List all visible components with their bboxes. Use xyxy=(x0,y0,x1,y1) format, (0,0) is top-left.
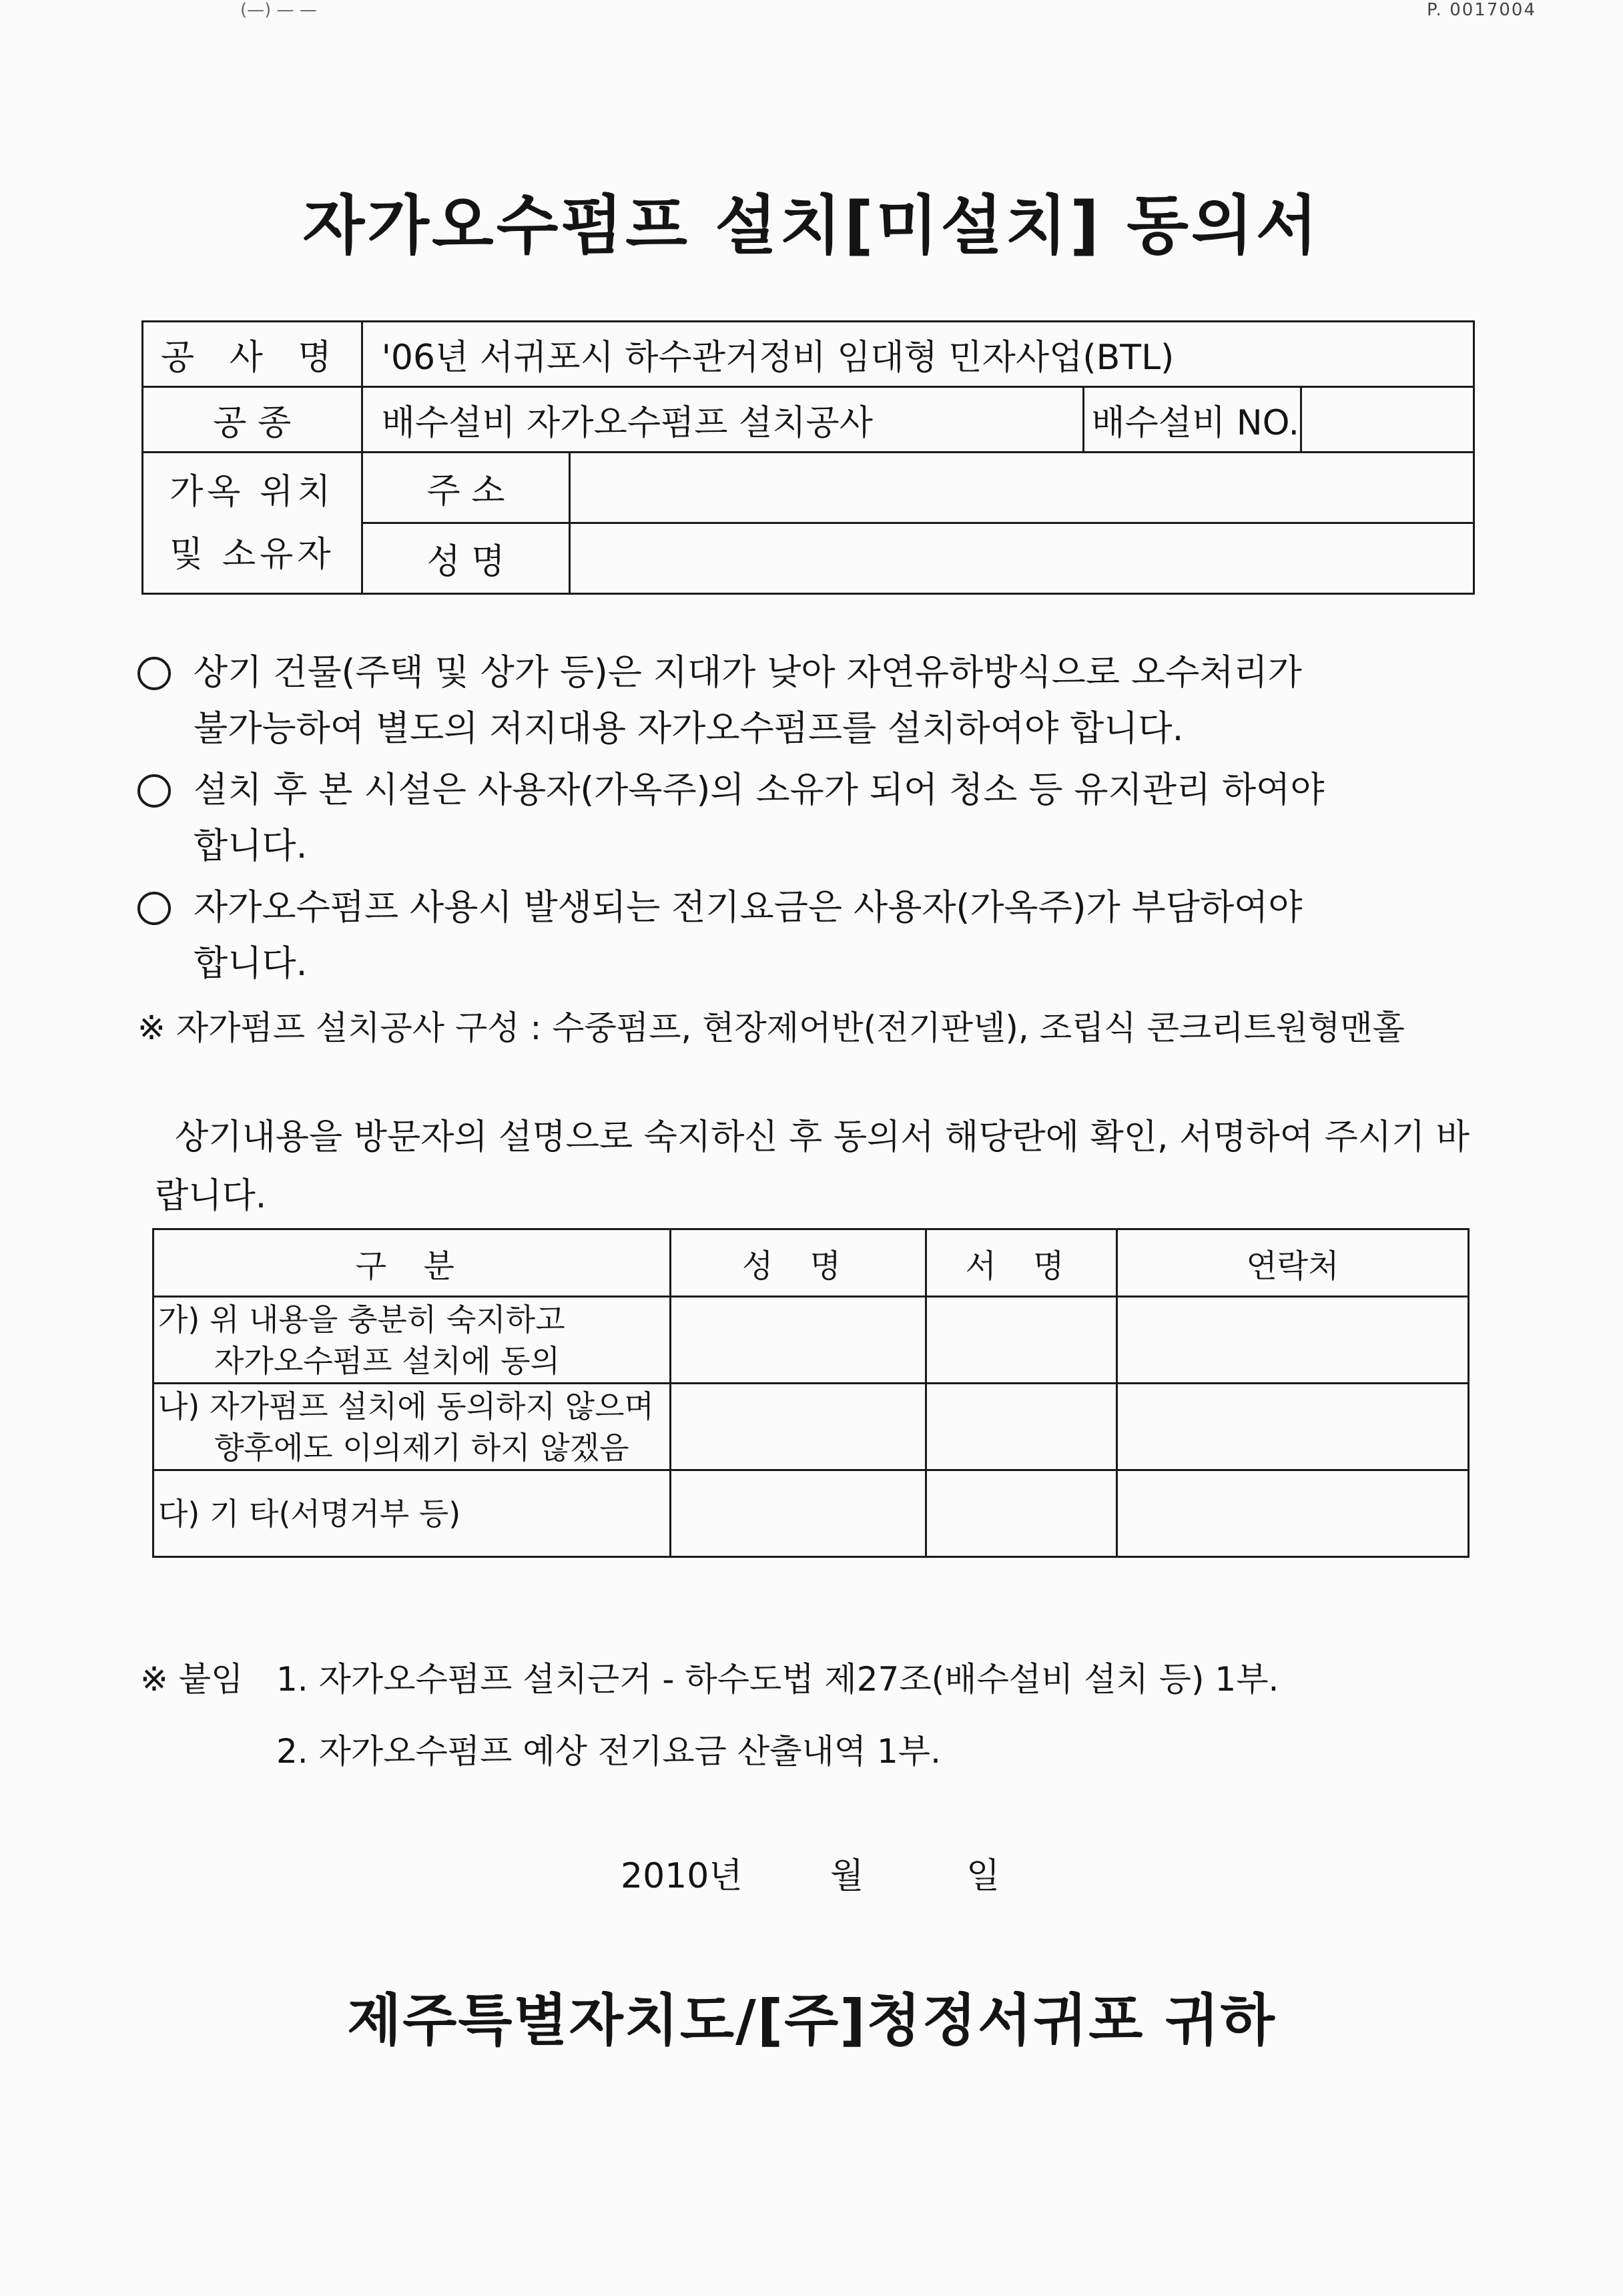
contact-cell[interactable] xyxy=(1116,1297,1468,1384)
house-location-label: 가옥 위치 xyxy=(170,471,335,512)
installation-composition-note: ※ 자가펌프 설치공사 구성 : 수중펌프, 현장제어반(전기판넬), 조립식 콘크리트원형맨홀 xyxy=(137,1009,1405,1047)
table-row xyxy=(153,1297,1469,1384)
option-line: 가) 위 내용을 충분히 숙지하고 xyxy=(158,1301,565,1338)
consent-option-agree xyxy=(153,1297,671,1384)
fax-header-left: (—) — — xyxy=(240,0,317,20)
project-name-label: 공 사 명 xyxy=(143,322,362,387)
option-line: 다) 기 타(서명거부 등) xyxy=(158,1495,461,1532)
notice-line: 상기 건물(주택 및 상가 등)은 지대가 낮아 자연유하방식으로 오수처리가 xyxy=(194,652,1302,693)
address-field[interactable] xyxy=(570,453,1474,523)
attachment-line xyxy=(140,1653,1475,1713)
name-cell[interactable] xyxy=(670,1384,926,1470)
notice-line: 설치 후 본 시설은 사용자(가옥주)의 소유가 되어 청소 등 유지관리 하여야 xyxy=(194,770,1325,810)
consent-option-decline xyxy=(153,1384,671,1470)
signature-cell[interactable] xyxy=(926,1297,1117,1384)
consent-table xyxy=(152,1228,1470,1558)
work-type-label: 공 종 xyxy=(143,387,362,453)
owner-label: 및 소유자 xyxy=(170,534,335,575)
attachment-item: 1. 자가오수펌프 설치근거 - 하수도법 제27조(배수설비 설치 등) 1부. xyxy=(276,1660,1279,1699)
circle-bullet-icon xyxy=(137,774,171,808)
contact-cell[interactable] xyxy=(1116,1470,1468,1557)
house-location-owner-label xyxy=(143,453,362,594)
notice-line: 자가오수펌프 사용시 발생되는 전기요금은 사용자(가옥주)가 부담하여야 xyxy=(194,887,1303,928)
name-header: 성 명 xyxy=(670,1229,926,1297)
option-line: 자가오수펌프 설치에 동의 xyxy=(214,1342,561,1379)
notice-item xyxy=(133,762,1482,874)
address-label: 주 소 xyxy=(362,453,570,523)
notice-item xyxy=(133,880,1482,992)
owner-name-label: 성 명 xyxy=(362,523,570,594)
circle-bullet-icon xyxy=(137,892,171,925)
owner-name-field[interactable] xyxy=(570,523,1474,594)
document-title: 자가오수펌프 설치[미설치] 동의서 xyxy=(302,188,1321,263)
circle-bullet-icon xyxy=(137,657,171,690)
drain-no-field[interactable] xyxy=(1301,387,1474,453)
attachment-item: 2. 자가오수펌프 예상 전기요금 산출내역 1부. xyxy=(276,1732,941,1771)
notice-item xyxy=(133,645,1482,757)
table-row xyxy=(153,1384,1469,1470)
project-name-value: '06년 서귀포시 하수관거정비 임대형 민자사업(BTL) xyxy=(362,322,1474,387)
date-day: 일 xyxy=(966,1856,1000,1896)
drain-no-label: 배수설비 NO. xyxy=(1084,387,1301,453)
name-cell[interactable] xyxy=(670,1470,926,1557)
project-info-table xyxy=(141,320,1475,595)
consent-option-other xyxy=(153,1470,671,1557)
name-cell[interactable] xyxy=(670,1297,926,1384)
notice-list xyxy=(133,645,1482,992)
table-row xyxy=(153,1470,1469,1557)
work-type-value: 배수설비 자가오수펌프 설치공사 xyxy=(362,387,1084,453)
date-year: 2010년 xyxy=(621,1856,743,1896)
notice-line: 불가능하여 별도의 저지대용 자가오수펌프를 설치하여야 합니다. xyxy=(194,708,1184,749)
notice-line: 합니다. xyxy=(194,826,308,866)
signature-header: 서 명 xyxy=(926,1229,1117,1297)
contact-header: 연락처 xyxy=(1116,1229,1468,1297)
date-month: 월 xyxy=(830,1856,864,1896)
contact-cell[interactable] xyxy=(1116,1384,1468,1470)
notice-line: 합니다. xyxy=(194,943,308,984)
attachment-line xyxy=(140,1725,1475,1785)
request-paragraph: 상기내용을 방문자의 설명으로 숙지하신 후 동의서 해당란에 확인, 서명하여 주시기 바랍니다. xyxy=(155,1117,1470,1216)
signature-cell[interactable] xyxy=(926,1384,1117,1470)
category-header: 구 분 xyxy=(153,1229,671,1297)
attachments xyxy=(140,1653,1475,1785)
attachment-prefix: ※ 붙임 xyxy=(140,1660,244,1699)
signature-cell[interactable] xyxy=(926,1470,1117,1557)
option-line: 나) 자가펌프 설치에 동의하지 않으며 xyxy=(158,1388,654,1424)
addressee: 제주특별자치도/[주]청정서귀포 귀하 xyxy=(347,1988,1276,2053)
option-line: 향후에도 이의제기 하지 않겠음 xyxy=(214,1429,629,1466)
fax-page-number: P. 0017004 xyxy=(1427,0,1536,20)
